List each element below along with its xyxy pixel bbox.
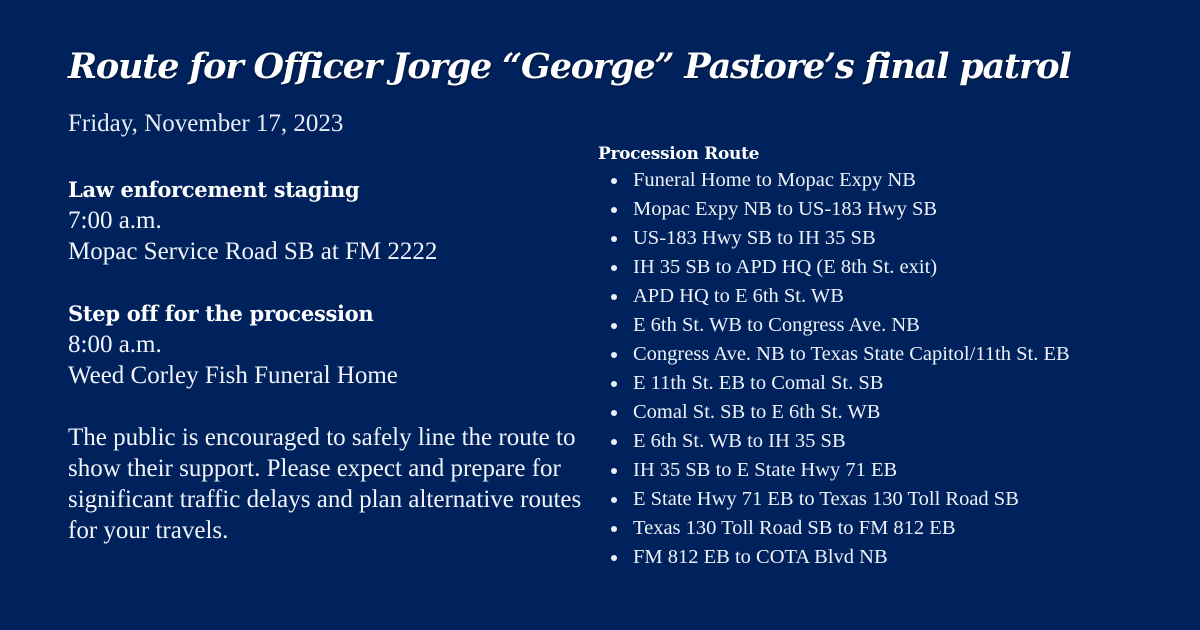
bullet-icon [611,526,617,532]
route-item: FM 812 EB to COTA Blvd NB [598,543,1070,572]
staging-block [68,174,598,267]
bullet-icon [611,439,617,445]
staging-time: 7:00 a.m. [68,207,162,234]
route-item: Funeral Home to Mopac Expy NB [598,166,1070,195]
bullet-icon [611,410,617,416]
bullet-icon [611,497,617,503]
route-item: US-183 Hwy SB to IH 35 SB [598,224,1070,253]
step-off-heading: Step off for the procession [68,301,374,326]
public-notice: The public is encouraged to safely line the route to show their support. Please expect and prepare for significant traffic delays and plan alternative routes for your travels. [68,424,582,544]
bullet-icon [611,178,617,184]
bullet-icon [611,294,617,300]
route-heading: Procession Route [598,144,760,164]
route-item: Congress Ave. NB to Texas State Capitol/11th St. EB [598,340,1070,369]
route-item: E State Hwy 71 EB to Texas 130 Toll Road SB [598,485,1070,514]
bullet-icon [611,468,617,474]
event-details [68,174,598,546]
bullet-icon [611,352,617,358]
staging-heading: Law enforcement staging [68,177,360,202]
route-item: IH 35 SB to E State Hwy 71 EB [598,456,1070,485]
bullet-icon [611,381,617,387]
event-date: Friday, November 17, 2023 [68,110,344,137]
route-item: APD HQ to E 6th St. WB [598,282,1070,311]
route-item: Comal St. SB to E 6th St. WB [598,398,1070,427]
bullet-icon [611,323,617,329]
bullet-icon [611,207,617,213]
route-item: IH 35 SB to APD HQ (E 8th St. exit) [598,253,1070,282]
step-off-location: Weed Corley Fish Funeral Home [68,362,398,389]
staging-location: Mopac Service Road SB at FM 2222 [68,238,438,265]
route-item: E 6th St. WB to IH 35 SB [598,427,1070,456]
route-item: Mopac Expy NB to US-183 Hwy SB [598,195,1070,224]
bullet-icon [611,555,617,561]
route-item: Texas 130 Toll Road SB to FM 812 EB [598,514,1070,543]
step-off-time: 8:00 a.m. [68,331,162,358]
bullet-icon [611,265,617,271]
bullet-icon [611,236,617,242]
route-item: E 11th St. EB to Comal St. SB [598,369,1070,398]
procession-route [598,144,1070,572]
page-title: Route for Officer Jorge “George” Pastore’s final patrol [68,46,1071,87]
step-off-block [68,298,598,391]
route-list [598,166,1070,572]
route-item: E 6th St. WB to Congress Ave. NB [598,311,1070,340]
